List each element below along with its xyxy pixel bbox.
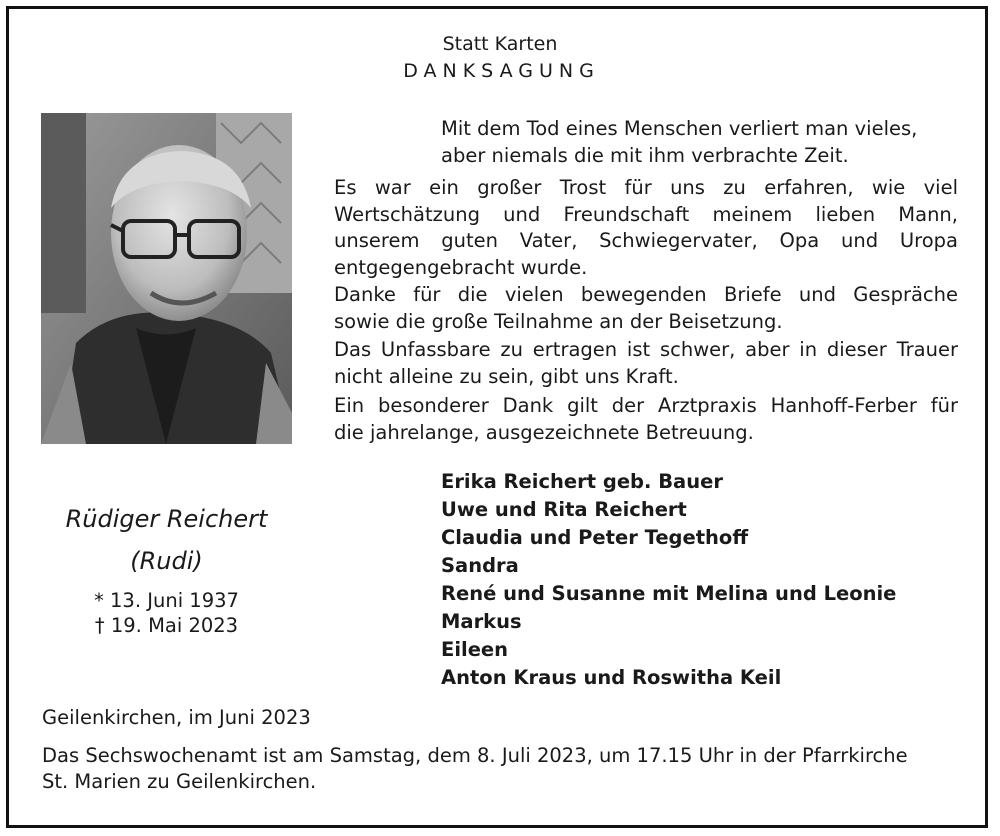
family-member: Claudia und Peter Tegethoff [441,526,749,549]
paragraph-4 [334,393,958,446]
quote-line-2: aber niemals die mit ihm verbrachte Zeit. [441,144,849,167]
quote-line-1: Mit dem Tod eines Menschen verliert man vieles, [441,117,918,140]
portrait-photo [41,113,292,444]
paragraph-3 [334,337,958,390]
family-member: Uwe und Rita Reichert [441,498,687,521]
birth-date: * 13. Juni 1937 [94,589,239,612]
paragraph-line: entgegengebracht wurde. [334,255,588,279]
family-member: Erika Reichert geb. Bauer [441,470,723,493]
paragraph-line: Danke für die vielen bewegenden Briefe und Gespräche [334,283,958,306]
paragraph-line: Ein besonderer Dank gilt der Arztpraxis Hanhoff-Ferber für [334,394,958,417]
family-member: Sandra [441,554,519,577]
paragraph-line: nicht alleine zu sein, gibt uns Kraft. [334,364,679,388]
paragraph-line: sowie die große Teilnahme an der Beisetzung. [334,309,783,333]
statt-karten-label: Statt Karten [442,33,558,55]
death-date: † 19. Mai 2023 [94,614,239,637]
family-member: Anton Kraus und Roswitha Keil [441,666,782,689]
paragraph-line: Es war ein großer Trost für uns zu erfahren, wie viel [334,176,958,199]
paragraph-line: die jahrelange, ausgezeichnete Betreuung. [334,420,754,444]
paragraph-2 [334,282,958,335]
service-info-line-2: St. Marien zu Geilenkirchen. [42,770,317,793]
family-member: René und Susanne mit Melina und Leonie [441,582,897,605]
notice-title: DANKSAGUNG [403,60,600,82]
family-list [441,468,896,692]
family-member: Markus [441,610,522,633]
deceased-name: Rüdiger Reichert [65,505,268,533]
paragraph-1 [334,175,958,281]
place-date: Geilenkirchen, im Juni 2023 [42,706,311,729]
paragraph-line: unserem guten Vater, Schwiegervater, Opa und Uropa [334,229,958,252]
paragraph-line: Wertschätzung und Freundschaft meinem lieben Mann, [334,202,958,226]
deceased-nickname: (Rudi) [130,547,203,575]
service-info-line-1: Das Sechswochenamt ist am Samstag, dem 8. Juli 2023, um 17.15 Uhr in der Pfarrkirche [42,744,908,767]
family-member: Eileen [441,638,509,661]
paragraph-line: Das Unfassbare zu ertragen ist schwer, aber in dieser Trauer [334,338,958,361]
